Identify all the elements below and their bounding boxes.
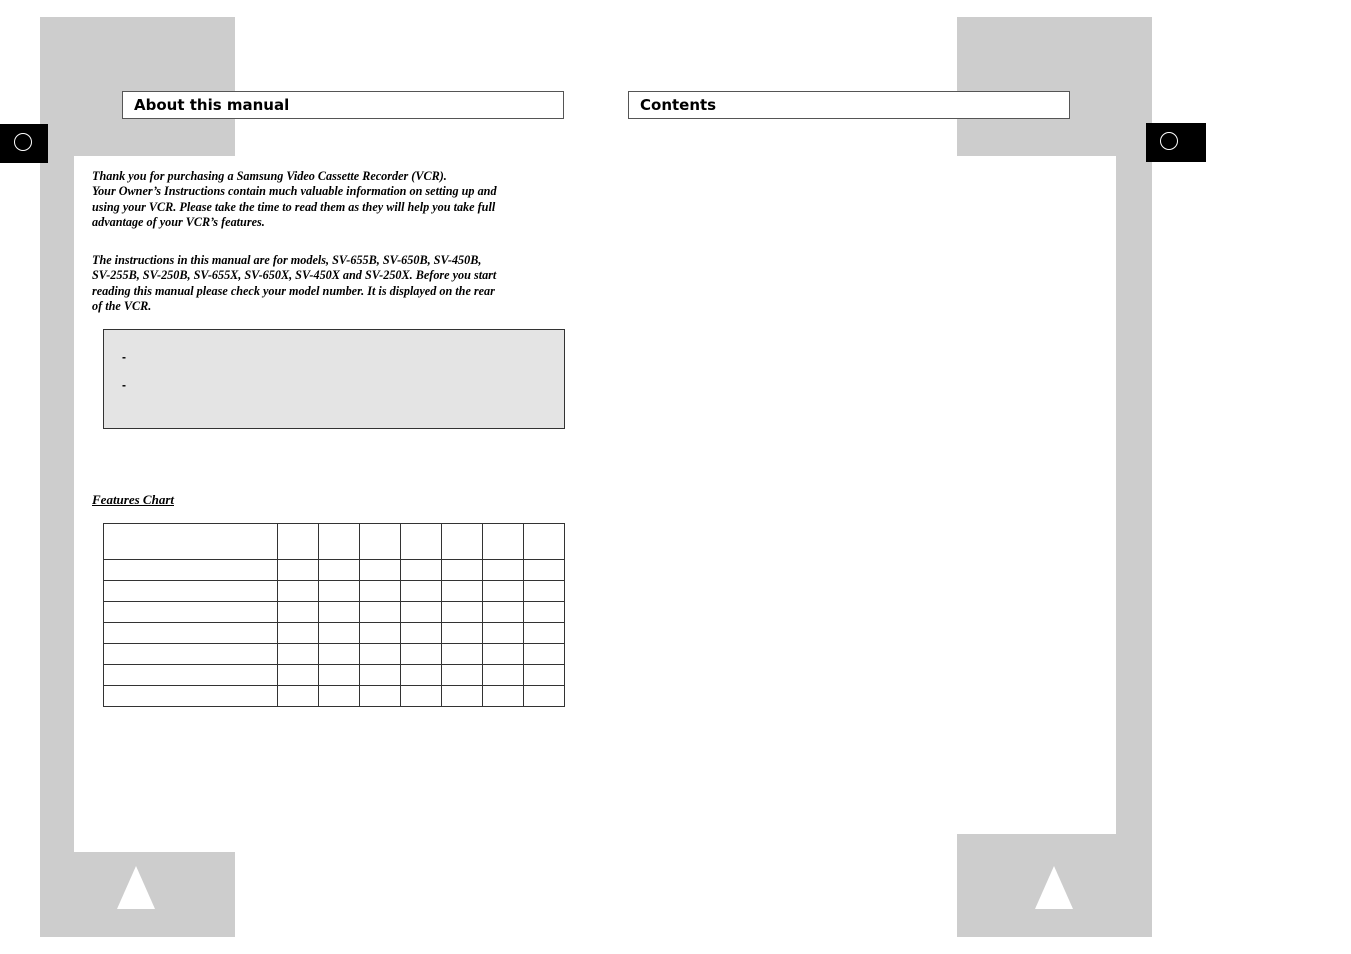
about-manual-heading: About this manual: [122, 91, 564, 119]
page-up-arrow-icon: [117, 866, 155, 909]
table-row: [104, 581, 565, 602]
table-cell: [483, 602, 524, 623]
table-cell: [401, 644, 442, 665]
table-cell: [483, 665, 524, 686]
table-cell: [104, 623, 278, 644]
table-cell: [524, 644, 565, 665]
table-header-row: [104, 524, 565, 560]
table-cell: [442, 581, 483, 602]
table-cell: [524, 602, 565, 623]
table-cell: [319, 686, 360, 707]
table-cell: [442, 623, 483, 644]
table-row: [104, 665, 565, 686]
models-line: The instructions in this manual are for models, SV-655B, SV-650B, SV-450B,: [92, 253, 482, 267]
table-cell: [401, 665, 442, 686]
intro-line: using your VCR. Please take the time to read them as they will help you take full: [92, 199, 496, 214]
table-cell: [319, 560, 360, 581]
table-cell: [319, 644, 360, 665]
intro-paragraph: [92, 169, 552, 231]
table-cell: [360, 644, 401, 665]
table-cell: [442, 602, 483, 623]
table-cell: [401, 560, 442, 581]
table-cell: [278, 686, 319, 707]
table-row: [104, 560, 565, 581]
models-line: SV-255B, SV-250B, SV-655X, SV-650X, SV-450X and SV-250X. Before you start: [92, 268, 497, 283]
table-cell: [401, 686, 442, 707]
table-cell: [483, 623, 524, 644]
table-cell: [319, 623, 360, 644]
right-page-body: [620, 156, 1116, 834]
note-bullet: -: [122, 378, 126, 392]
table-cell: [524, 623, 565, 644]
table-cell: [104, 602, 278, 623]
table-cell: [360, 524, 401, 560]
table-cell: [278, 581, 319, 602]
table-cell: [360, 686, 401, 707]
models-paragraph: [92, 253, 552, 315]
table-cell: [524, 560, 565, 581]
table-cell: [401, 623, 442, 644]
table-cell: [401, 602, 442, 623]
intro-line: Your Owner’s Instructions contain much valuable information on setting up and: [92, 184, 497, 199]
table-cell: [442, 560, 483, 581]
table-cell: [442, 686, 483, 707]
contents-heading: Contents: [628, 91, 1070, 119]
note-box: [103, 329, 565, 429]
intro-line: Thank you for purchasing a Samsung Video Cassette Recorder (VCR).: [92, 169, 447, 183]
table-cell: [278, 623, 319, 644]
table-cell: [524, 581, 565, 602]
table-cell: [483, 581, 524, 602]
table-cell: [442, 524, 483, 560]
intro-line: advantage of your VCR’s features.: [92, 215, 265, 230]
circle-icon: [14, 133, 32, 151]
table-cell: [360, 581, 401, 602]
table-cell: [360, 665, 401, 686]
table-cell: [278, 560, 319, 581]
table-row: [104, 602, 565, 623]
table-cell: [401, 581, 442, 602]
table-cell: [278, 524, 319, 560]
table-cell: [104, 665, 278, 686]
table-cell: [483, 560, 524, 581]
table-cell: [360, 602, 401, 623]
table-cell: [104, 644, 278, 665]
table-cell: [104, 686, 278, 707]
table-cell: [360, 623, 401, 644]
table-cell: [483, 524, 524, 560]
circle-icon: [1160, 132, 1178, 150]
table-cell: [104, 581, 278, 602]
table-cell: [319, 602, 360, 623]
table-cell: [360, 560, 401, 581]
table-cell: [104, 524, 278, 560]
table-cell: [442, 644, 483, 665]
models-line: of the VCR.: [92, 299, 152, 314]
table-row: [104, 623, 565, 644]
table-cell: [104, 560, 278, 581]
table-cell: [401, 524, 442, 560]
left-page-top-blank: [235, 17, 584, 156]
table-cell: [319, 665, 360, 686]
table-cell: [319, 524, 360, 560]
table-cell: [524, 665, 565, 686]
features-chart-title: Features Chart: [92, 492, 174, 507]
right-page-tab: [1146, 123, 1206, 162]
features-table: [103, 523, 565, 707]
models-line: reading this manual please check your model number. It is displayed on the rear: [92, 283, 495, 298]
note-bullet: -: [122, 350, 126, 364]
table-cell: [319, 581, 360, 602]
table-cell: [483, 644, 524, 665]
table-cell: [483, 686, 524, 707]
table-row: [104, 686, 565, 707]
table-cell: [278, 665, 319, 686]
left-page-tab: [0, 124, 48, 163]
page-up-arrow-icon: [1035, 866, 1073, 909]
table-row: [104, 644, 565, 665]
table-cell: [278, 644, 319, 665]
table-cell: [278, 602, 319, 623]
table-cell: [524, 524, 565, 560]
table-cell: [524, 686, 565, 707]
table-cell: [442, 665, 483, 686]
